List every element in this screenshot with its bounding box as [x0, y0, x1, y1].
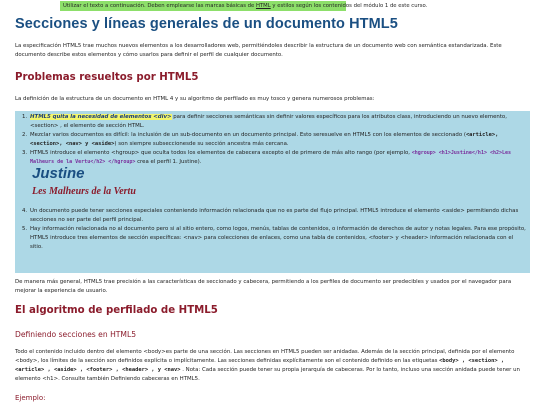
page-title: Secciones y líneas generales de un documento HTML5	[15, 16, 398, 32]
example-heading-h1: Justine	[32, 165, 85, 182]
instruction-banner	[60, 1, 428, 11]
list-item-number: 4.	[22, 208, 28, 214]
list-item	[22, 207, 527, 225]
intro-paragraph: La especificación HTML5 trae muchos nuevos elementos a los desarrolladores web, permitiéndoles describir la estructura de un documento web con semántica estandarizada. Este documento describe estos elementos y cómo usarlos para definir el perfil de cualquier documento.	[15, 43, 502, 58]
closing-paragraph: De manera más general, HTML5 trae precisión a las características de seccionado y cabecera, permitiendo a los perfiles de documento ser predecibles y usados por el navegador para mejorar la experiencia de usuario.	[15, 279, 512, 294]
list-item-text: Hay información relacionada no al documento pero si al sitio entero, como logos, menús, tablas de contenidos, o información de derechos de autor y notas legales. Para ese propósito, HTML5 introduce tres elementos de sección específicas: <nav> para colecciones de enlaces, como una tabla de contenidos, <footer> y <header> información relacionada con el sitio.	[30, 225, 526, 250]
list-item-text: ) son siempre subseccionesde su sección ancestra más cercana.	[114, 140, 289, 147]
problems-list-continued	[22, 207, 527, 252]
list-item-text: Mezclar varios documentos es difícil: la inclusión de un sub-documento en un documento principal. Esto seresuelve en HTML5 con los elementos de seccionado (	[30, 131, 466, 138]
list-item-number: 1.	[22, 114, 28, 120]
problems-intro-paragraph: La definición de la estructura de un documento en HTML 4 y su algoritmo de perfilado es muy tosco y genera numerosos problemas:	[15, 96, 375, 102]
subsection-heading: Definiendo secciones en HTML5	[15, 330, 137, 339]
list-item	[22, 149, 527, 167]
list-item-text: HTML5 introduce el elemento <hgroup> que oculta todos los elementos de cabecera excepto el de primero de más alto rango (por ejemplo,	[30, 149, 412, 156]
banner-text-post: y estilos según los contenidos del módulo 1 de este curso.	[270, 3, 428, 9]
list-item	[22, 113, 527, 131]
problems-list	[22, 113, 527, 166]
banner-text-pre: Utilizar el texto a continuación. Deben emplearse las marcas básicas de	[63, 3, 256, 9]
list-item-number: 2.	[22, 131, 28, 138]
example-heading-h2: Les Malheurs de la Vertu	[32, 186, 136, 197]
list-item-text: para definir secciones semánticas sin definir valores específicos para los atributos class, introduciendo un nuevo elemento, <section> , el elemento de sección HTML.	[30, 114, 507, 129]
sections-paragraph	[15, 348, 533, 384]
list-item-text: Un documento puede tener secciones especiales conteniendo información relacionada que no es parte del flujo principal. HTML5 introduce el elemento <aside> permitiendo dichas secciones no ser parte del perfil principal.	[30, 208, 519, 223]
section-heading-algorithm: El algoritmo de perfilado de HTML5	[15, 305, 218, 316]
highlighted-text: HTML5 quita la necesidad de elementos <div>	[30, 114, 172, 120]
example-label: Ejemplo:	[15, 394, 46, 402]
code-snippet: <hgroup> <h1>Justine</h1> <h2>Les Malheurs de la Vertu</h2> </hgroup>	[30, 149, 512, 165]
html-link[interactable]: HTML	[255, 3, 271, 9]
paragraph-text: Todo el contenido incluido dentro del elemento <body>es parte de una sección. Las secciones en HTML5 pueden ser anidadas. Además de la sección principal, definida por el elemento <body>, los límites de la sección son definidos explícita o implícitamente. Las secciones definidas explícitamente son el contenido definido en las etiquetas	[15, 349, 515, 364]
list-item	[22, 131, 527, 149]
code-snippet: <article>, <section>, <nav> y <aside>	[30, 131, 499, 147]
list-item-text: crea el perfil 1. Justine).	[135, 158, 202, 165]
section-heading-problems: Problemas resueltos por HTML5	[15, 72, 199, 83]
list-item	[22, 225, 527, 252]
code-snippet: <body> , <section> , <article> , <aside> , <footer> , <header> , y <nav>	[15, 358, 505, 373]
paragraph-text: . Nota: Cada sección puede tener su propia jerarquía de cabeceras. Por lo tanto, incluso una sección anidada puede tener un elemento <h1>. Consulte también Definiendo cabeceras en HTML5.	[15, 367, 520, 382]
list-item-number: 5.	[22, 225, 28, 232]
list-item-number: 3.	[22, 149, 28, 156]
